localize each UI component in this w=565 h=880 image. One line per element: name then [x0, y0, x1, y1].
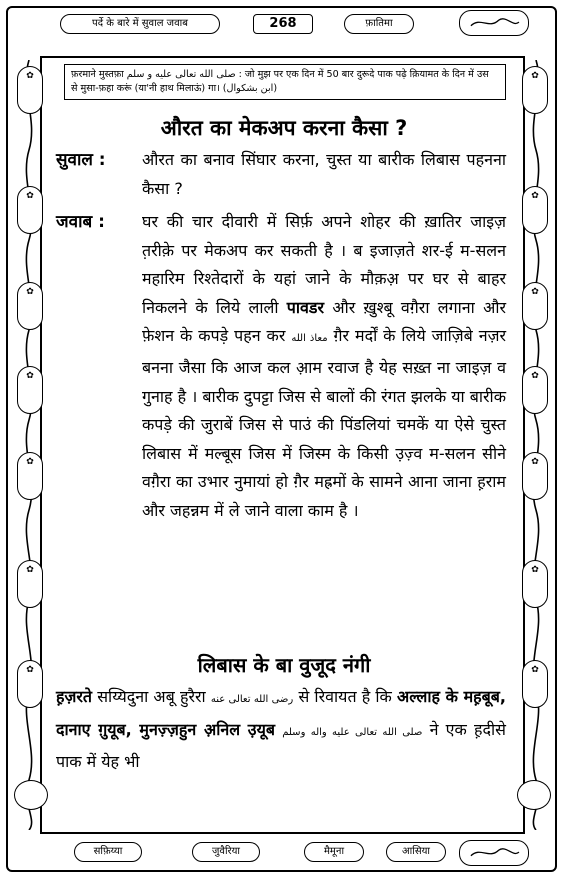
side-medallion: ✿: [522, 452, 548, 500]
question-text: औरत का बनाव सिंघार करना, चुस्त या बारीक लिबास पहनना कैसा ?: [142, 150, 506, 198]
hadith-notice-box: [64, 64, 506, 100]
page-number: 268: [253, 14, 313, 34]
side-medallion: ✿: [17, 560, 43, 608]
header-book-section: पर्दे के बारे में सुवाल जवाब: [60, 14, 220, 34]
notice-line-2: से मुसा-फ़हा करूं (या'नी हाथ मिलाऊं) गा। (ابن بشكوال): [71, 83, 278, 94]
footer-tab-4: आसिया: [386, 842, 446, 862]
hadith-bold-2: अल्लाह के मह़बूब, दानाए ग़ुयूब, मुनज़्ज़हुन अ़निल उ़यूब: [56, 687, 507, 739]
subheading: लिबास के बा वुजूद नंगी: [197, 653, 371, 677]
page-header: [14, 10, 551, 50]
answer-part-2: और ख़ुश्बू वग़ैरा लगाना और फ़ेशन के कपड़े पहन कर: [142, 297, 507, 346]
side-medallion: ✿: [17, 660, 43, 708]
side-medallion: ✿: [17, 66, 43, 114]
footer-tab-1: सफ़िय्या: [74, 842, 142, 862]
side-medallion: ✿: [522, 66, 548, 114]
side-medallion: ✿: [17, 186, 43, 234]
side-medallion: ✿: [522, 660, 548, 708]
hadith-paragraph: [56, 682, 506, 777]
header-calligraphy-seal: [459, 10, 529, 36]
left-vine-ornament: [18, 60, 40, 830]
hadith-text-2: से रिवायत है कि: [298, 687, 392, 706]
page-footer: [14, 838, 551, 870]
side-medallion: ✿: [522, 282, 548, 330]
arabic-phrase: معاذ الله: [291, 333, 328, 345]
answer-block: [56, 208, 507, 648]
right-vine-ornament: [525, 60, 547, 830]
answer-label: जवाब :: [56, 212, 105, 232]
section-heading: औरत का मेकअप करना कैसा ?: [160, 116, 408, 140]
side-medallion: ✿: [522, 560, 548, 608]
hadith-text-1: सय्यिदुना अबू हुरैरा: [97, 687, 206, 706]
answer-bold-word: पावडर: [286, 297, 325, 317]
hadith-bold-1: ह़ज़रते: [56, 687, 93, 706]
question-block: [56, 146, 506, 208]
answer-part-1: घर की चार दीवारी में सिर्फ़ अपने शोहर की ख़ातिर जाइज़ त़रीक़े पर मेकअप कर सकती है । ब इजाज़ते शर-ई म-सलन महारिम रिश्तेदारों के यहां जाने के मौक़अ़ पर घर से बाहर निकलने के लिये लाली: [142, 212, 506, 317]
side-medallion: ✿: [17, 366, 43, 414]
side-medallion: ✿: [17, 282, 43, 330]
header-name-tab: फ़ातिमा: [344, 14, 414, 34]
corner-seal: [517, 780, 551, 810]
footer-calligraphy-seal: [459, 840, 529, 866]
main-content: [56, 110, 507, 777]
answer-text: [142, 208, 506, 526]
arabic-honorific-2: صلى الله تعالى عليه واله وسلم: [282, 726, 423, 738]
side-medallion: ✿: [17, 452, 43, 500]
answer-part-3: ग़ैर मर्दों के लिये जाज़िबे नज़र बनना जैसा कि आज कल आ़म रवाज है येह सख़्त ना जाइज़ व गुनाह है । बारीक दुपट्टा जिस से बालों की रंगत झलके या बारीक कपड़े की जुराबें जिस से पाउं की पिंडलियां चमकें या ऐसे चुस्त लिबास में मल्बूस जिस में जिस्म के किसी उ़ज़्व म-सलन सीने वग़ैरा का उभार नुमायां हो ग़ैर मह्रमों के सामने आना जाना ह़राम और जहन्नम में ले जाने वाला काम है ।: [142, 326, 507, 520]
question-label: सुवाल :: [56, 150, 106, 170]
footer-tab-3: मैमूना: [304, 842, 364, 862]
notice-line-1: फ़रमाने मुस्तफ़ा صلى الله تعالى عليه و سلم : जो मुझ पर एक दिन में 50 बार दुरूदे पाक पढ़े क़ियामत के दिन में उस: [71, 69, 489, 80]
footer-tab-2: जुवैरिया: [192, 842, 260, 862]
hadith-text-3: ने एक ह़दीसे पाक में येह भी: [56, 719, 506, 771]
arabic-honorific-1: رضى الله تعالى عنه: [210, 694, 294, 705]
side-medallion: ✿: [522, 186, 548, 234]
side-medallion: ✿: [522, 366, 548, 414]
corner-seal: [14, 780, 48, 810]
